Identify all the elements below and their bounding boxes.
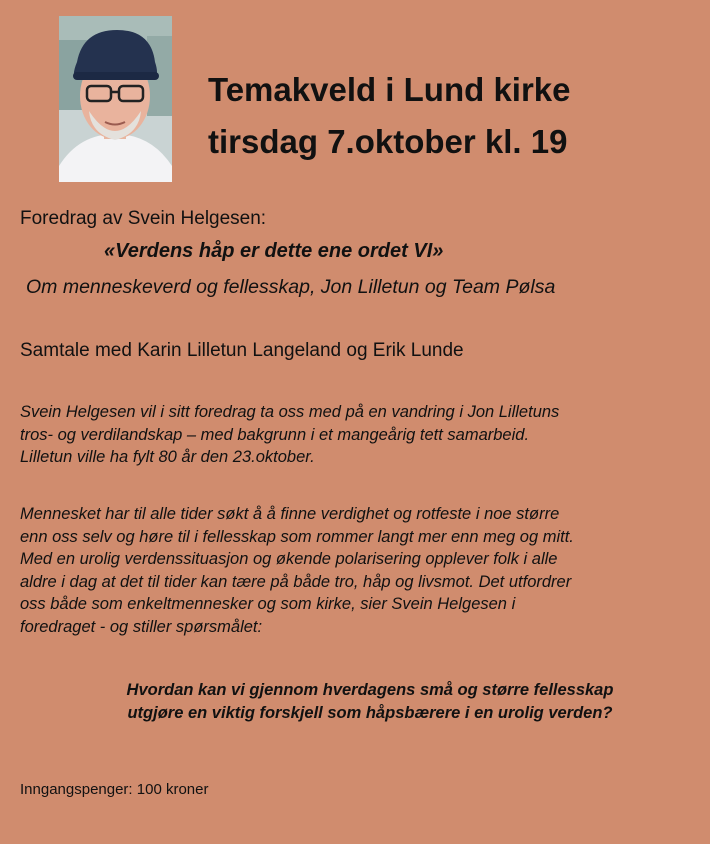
title-line-1: Temakveld i Lund kirke xyxy=(208,71,571,108)
speaker-photo xyxy=(59,16,172,182)
talk-subtitle: Om menneskeverd og fellesskap, Jon Lilletun og Team Pølsa xyxy=(26,276,556,298)
description-paragraph-2 xyxy=(20,503,700,638)
paragraph-line: Lilletun ville ha fylt 80 år den 23.oktober. xyxy=(20,448,315,466)
paragraph-line: Mennesket har til alle tider søkt å å finne verdighet og rotfeste i noe større xyxy=(20,505,560,523)
talk-title: «Verdens håp er dette ene ordet VI» xyxy=(104,240,444,262)
event-title xyxy=(208,64,688,168)
paragraph-line: Svein Helgesen vil i sitt foredrag ta oss med på en vandring i Jon Lilletuns xyxy=(20,403,560,421)
description-paragraph-1 xyxy=(20,401,700,469)
paragraph-line: foredraget - og stiller spørsmålet: xyxy=(20,617,263,636)
paragraph-line: tros- og verdilandskap – med bakgrunn i et mangeårig tett samarbeid. xyxy=(20,425,530,444)
paragraph-line: Med en urolig verdenssituasjon og økende polarisering opplever folk i alle xyxy=(20,550,558,568)
paragraph-line: enn oss selv og høre til i fellesskap som rommer langt mer enn meg og mitt. xyxy=(20,527,574,546)
talk-intro: Foredrag av Svein Helgesen: xyxy=(20,208,267,229)
paragraph-line: aldre i dag at det til tider kan tære på både tro, håp og livsmot. Det utfordrer xyxy=(20,572,572,591)
question-line: Hvordan kan vi gjennom hverdagens små og større fellesskap xyxy=(126,681,614,699)
conversation-line: Samtale med Karin Lilletun Langeland og Erik Lunde xyxy=(20,340,464,361)
entrance-fee: Inngangspenger: 100 kroner xyxy=(20,781,209,798)
title-line-2: tirsdag 7.oktober kl. 19 xyxy=(208,123,568,160)
paragraph-line: oss både som enkeltmennesker og som kirke, sier Svein Helgesen i xyxy=(20,595,516,613)
question-line: utgjøre en viktig forskjell som håpsbærere i en urolig verden? xyxy=(127,704,613,722)
central-question xyxy=(40,679,700,725)
